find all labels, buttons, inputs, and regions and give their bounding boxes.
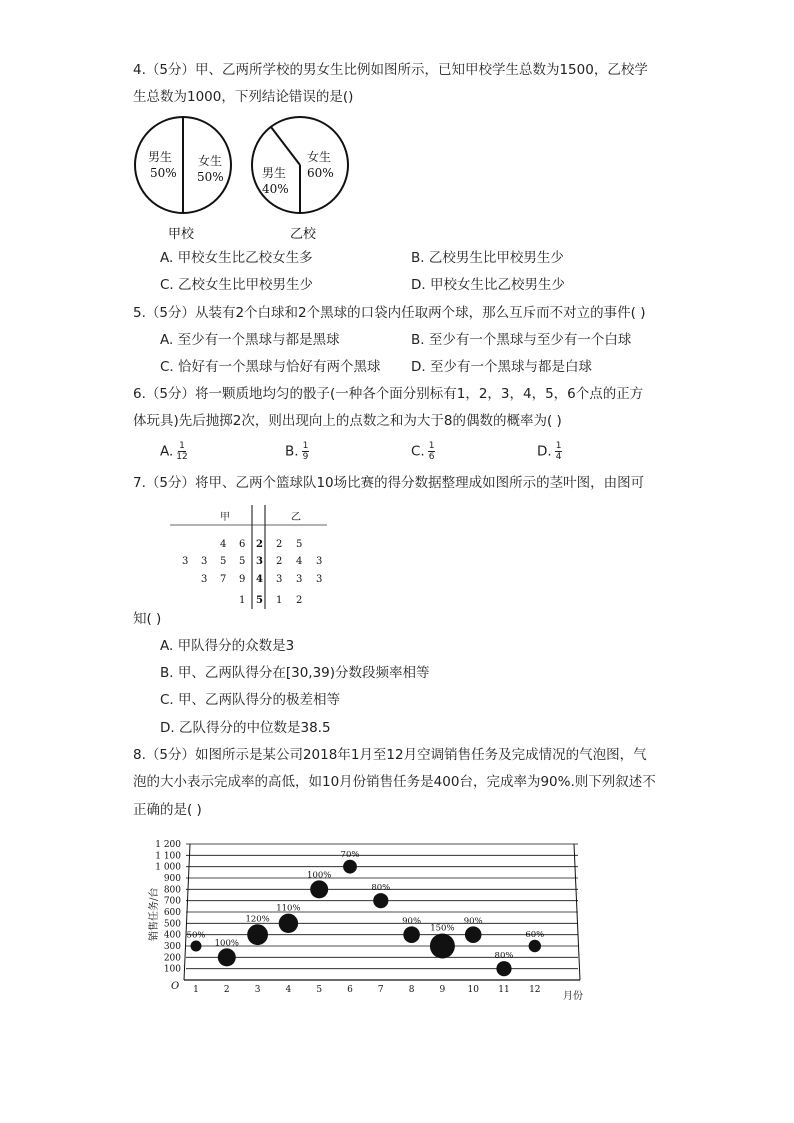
bubble-data-label: 110% (276, 903, 301, 914)
x-tick-label: 10 (467, 985, 479, 995)
fraction-denominator: 6 (428, 452, 435, 462)
q7-option-b: B. 甲、乙两队得分在[30,39)分数段频率相等 (160, 665, 430, 681)
x-tick-label: 4 (285, 985, 292, 995)
y-tick-label: 1 000 (155, 862, 181, 873)
bubble-data-label: 60% (525, 929, 545, 940)
pie-yi-female-label: 女生 (307, 150, 332, 164)
bubble-point (529, 940, 541, 952)
bubble-chart (135, 835, 605, 1000)
bubble-point (373, 893, 388, 908)
x-tick-label: 8 (408, 985, 415, 995)
q8-line2: 泡的大小表示完成率的高低，如10月份销售任务是400台，完成率为90%.则下列叙述不 (133, 774, 656, 790)
x-tick-label: 12 (529, 985, 541, 995)
chart-origin: O (171, 981, 180, 992)
fraction (555, 441, 563, 462)
fraction-numerator: 1 (179, 441, 185, 451)
q7-option-c: C. 甲、乙两队得分的极差相等 (160, 692, 341, 708)
bubble-point (430, 934, 455, 959)
y-tick-label: 400 (163, 930, 181, 941)
bubble-data-label: 80% (494, 951, 514, 962)
chart-xticks (193, 985, 540, 995)
q4-option-a: A. 甲校女生比乙校女生多 (160, 250, 313, 266)
right-leaf: 2 (276, 539, 283, 550)
stem-value: 5 (256, 595, 263, 606)
bubble-data-label: 70% (340, 849, 360, 860)
q5-option-c: C. 恰好有一个黑球与恰好有两个黑球 (160, 359, 381, 375)
left-leaf: 1 (239, 595, 246, 606)
bubble-data-label: 150% (430, 923, 455, 934)
q5-option-a: A. 至少有一个黑球与都是黑球 (160, 332, 340, 348)
q7-line1: 7.（5分）将甲、乙两个篮球队10场比赛的得分数据整理成如图所示的茎叶图，由图可 (133, 475, 645, 491)
right-leaf: 3 (296, 574, 303, 585)
right-leaf: 1 (276, 595, 283, 606)
q4-option-d: D. 甲校女生比乙校男生少 (411, 277, 565, 293)
bubble-data-label: 120% (245, 914, 270, 925)
y-tick-label: 100 (163, 964, 181, 975)
pie-yi-male-label: 男生 (262, 166, 287, 180)
q7-option-d: D. 乙队得分的中位数是38.5 (160, 720, 331, 736)
bubble-data-label: 50% (186, 930, 206, 941)
bubble-data-label: 90% (402, 916, 422, 927)
left-leaf: 4 (220, 539, 227, 550)
x-tick-label: 1 (193, 985, 199, 995)
bubble-point (247, 924, 268, 945)
pie-jia-male-pct: 50% (150, 166, 177, 180)
q6-option-c-label: C. (411, 443, 425, 460)
q6-line1: 6.（5分）将一颗质地均匀的骰子(一种各个面分别标有1，2，3，4，5，6个点的正方 (133, 386, 644, 402)
bubble-data-label: 100% (214, 938, 239, 949)
q6-option-a (160, 441, 188, 462)
bubble-data-label: 90% (463, 916, 483, 927)
bubble-data-label: 80% (371, 883, 391, 894)
q4-option-c: C. 乙校女生比甲校男生少 (160, 277, 314, 293)
left-leaf: 3 (182, 556, 189, 567)
y-tick-label: 500 (163, 919, 181, 930)
fraction-denominator: 4 (555, 452, 562, 462)
bubble-point (218, 948, 236, 966)
x-tick-label: 3 (254, 985, 261, 995)
right-leaf: 4 (296, 556, 303, 567)
y-tick-label: 1 100 (155, 851, 181, 862)
y-tick-label: 600 (163, 908, 181, 918)
right-leaf: 2 (296, 595, 303, 606)
pie-yi-title: 乙校 (290, 227, 317, 240)
pie-jia-male-label: 男生 (148, 150, 173, 164)
chart-grid (184, 844, 580, 980)
left-leaf: 9 (239, 574, 246, 585)
fraction (302, 441, 310, 462)
left-leaf: 6 (239, 539, 246, 550)
fraction-denominator: 9 (302, 452, 309, 462)
q6-option-d (537, 441, 562, 462)
bubble-data-label: 100% (307, 870, 332, 881)
pie-yi-female-pct: 60% (307, 166, 334, 180)
fraction-numerator: 1 (302, 441, 309, 451)
y-tick-label: 900 (163, 874, 181, 884)
left-leaf: 3 (201, 574, 208, 585)
stem-value: 3 (256, 556, 263, 567)
q8-line1: 8.（5分）如图所示是某公司2018年1月至12月空调销售任务及完成情况的气泡图，气 (133, 747, 647, 763)
x-tick-label: 11 (498, 985, 510, 995)
bubble-point (465, 926, 482, 943)
pie-yi (247, 115, 367, 240)
q7-option-a: A. 甲队得分的众数是3 (160, 638, 295, 654)
stem-leaf-left-header: 甲 (220, 512, 230, 523)
stem-value: 4 (256, 574, 263, 585)
x-tick-label: 5 (316, 985, 323, 995)
stem-leaf-right-header: 乙 (291, 512, 301, 523)
y-tick-label: 700 (163, 896, 181, 907)
stem-leaf-plot (165, 503, 335, 611)
chart-xlabel: 月份 (563, 991, 583, 1000)
left-leaf: 5 (239, 556, 246, 567)
q6-option-b-label: B. (285, 443, 299, 460)
q4-line1: 4.（5分）甲、乙两所学校的男女生比例如图所示，已知甲校学生总数为1500，乙校学 (133, 62, 648, 78)
fraction-numerator: 1 (555, 441, 562, 451)
pie-jia (130, 115, 250, 240)
right-leaf: 3 (316, 574, 323, 585)
bubble-point (343, 860, 357, 874)
pie-yi-male-pct: 40% (262, 182, 289, 196)
bubble-point (279, 914, 298, 933)
x-tick-label: 9 (439, 985, 446, 995)
left-leaf: 5 (220, 556, 227, 567)
q7-line2: 知( ) (133, 611, 162, 627)
q5-option-d: D. 至少有一个黑球与都是白球 (411, 359, 592, 375)
fraction-numerator: 1 (428, 441, 435, 451)
fraction (176, 441, 187, 462)
pie-jia-female-label: 女生 (198, 154, 223, 168)
y-tick-label: 1 200 (155, 840, 181, 850)
q4-line2: 生总数为1000，下列结论错误的是() (133, 89, 354, 105)
bubble-point (191, 941, 202, 952)
q5-option-b: B. 至少有一个黑球与至少有一个白球 (411, 332, 632, 348)
q5-line1: 5.（5分）从装有2个白球和2个黑球的口袋内任取两个球，那么互斥而不对立的事件( ) (133, 305, 646, 321)
fraction-denominator: 12 (176, 452, 188, 462)
stem-value: 2 (256, 539, 263, 550)
right-leaf: 3 (316, 556, 323, 567)
left-leaf: 3 (201, 556, 208, 567)
q8-line3: 正确的是( ) (133, 802, 202, 818)
x-tick-label: 7 (377, 985, 384, 995)
right-leaf: 2 (276, 556, 283, 567)
q6-option-c (411, 441, 435, 462)
q6-option-b (285, 441, 309, 462)
q6-option-a-label: A. (160, 443, 174, 460)
right-leaf: 3 (276, 574, 283, 585)
chart-ylabel: 销售任务/台 (149, 887, 160, 941)
left-leaf: 7 (220, 574, 227, 585)
x-tick-label: 2 (223, 985, 230, 995)
q6-option-d-label: D. (537, 443, 552, 460)
q4-option-b: B. 乙校男生比甲校男生少 (411, 250, 564, 266)
right-leaf: 5 (296, 539, 303, 550)
pie-jia-female-pct: 50% (197, 170, 224, 184)
y-tick-label: 800 (163, 885, 181, 896)
x-tick-label: 6 (347, 985, 353, 995)
y-tick-label: 200 (163, 953, 181, 964)
bubble-point (310, 880, 328, 898)
fraction (428, 441, 436, 462)
y-tick-label: 300 (163, 942, 181, 952)
pie-jia-title: 甲校 (168, 227, 195, 240)
q6-line2: 体玩具)先后抛掷2次，则出现向上的点数之和为大于8的偶数的概率为( ) (133, 413, 562, 429)
bubble-point (496, 961, 511, 976)
bubble-point (403, 926, 420, 943)
